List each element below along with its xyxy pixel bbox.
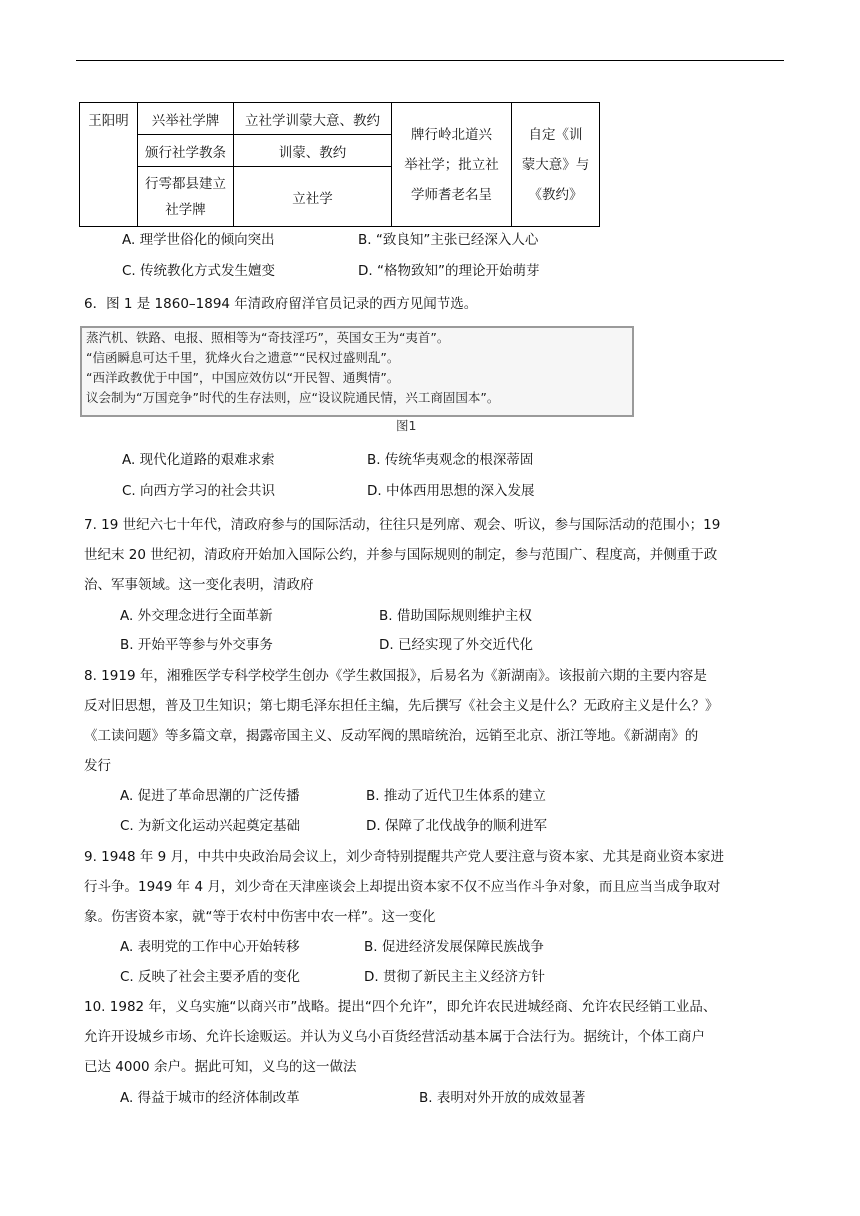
quote-line: 蒸汽机、铁路、电报、照相等为“奇技淫巧”，英国女王为“夷首”。 <box>86 330 450 345</box>
q9-option-a[interactable]: A. 表明党的工作中心开始转移 <box>120 939 300 955</box>
q8-option-b[interactable]: B. 推动了近代卫生体系的建立 <box>366 788 546 804</box>
q9-stem-line: 象。伤害资本家，就“等于农村中伤害中农一样”。这一变化 <box>84 909 436 925</box>
q9-option-d[interactable]: D. 贯彻了新民主主义经济方针 <box>364 969 545 985</box>
q10-stem-line: 10. 1982 年，义乌实施“以商兴市”战略。提出“四个允许”，即允许农民进城经商、允许农民经销工业品、 <box>84 999 717 1015</box>
q6-option-b[interactable]: B. 传统华夷观念的根深蒂固 <box>367 452 534 468</box>
q8-option-a[interactable]: A. 促进了革命思潮的广泛传播 <box>120 788 300 804</box>
q5-option-b[interactable]: B. “致良知”主张已经深入人心 <box>358 232 539 248</box>
table-cell: 立社学训蒙大意、教约 <box>234 103 392 135</box>
q7-stem-line: 7. 19 世纪六七十年代，清政府参与的国际活动，往往只是列席、观会、听议，参与国际活动的范围小；19 <box>84 517 721 533</box>
table-cell-works: 自定《训 蒙大意》与 《教约》 <box>512 103 600 227</box>
q9-stem-line: 9. 1948 年 9 月，中共中央政治局会议上，刘少奇特别提醒共产党人要注意与资本家、尤其是商业资本家进 <box>84 849 724 865</box>
q10-stem-line: 允许开设城乡市场、允许长途贩运。并认为义乌小百货经营活动基本属于合法行为。据统计，个体工商户 <box>84 1029 705 1045</box>
figure-caption: 图1 <box>396 418 417 433</box>
q7-option-c[interactable]: B. 开始平等参与外交事务 <box>120 637 273 653</box>
q5-option-c[interactable]: C. 传统教化方式发生嬗变 <box>122 263 276 279</box>
q8-stem-line: 反对旧思想，普及卫生知识；第七期毛泽东担任主编，先后撰写《社会主义是什么？无政府主义是什么？》 <box>84 698 719 714</box>
q8-stem-line: 发行 <box>84 758 111 774</box>
q7-stem-line: 世纪末 20 世纪初，清政府开始加入国际公约，并参与国际规则的制定，参与范围广、程度高，并侧重于政 <box>84 547 718 563</box>
q5-option-a[interactable]: A. 理学世俗化的倾向突出 <box>122 232 275 248</box>
table-cell-measures: 牌行岭北道兴 举社学；批立社 学师耆老名呈 <box>392 103 512 227</box>
q7-stem-line: 治、军事领域。这一变化表明，清政府 <box>84 577 314 593</box>
q10-stem-line: 已达 4000 余户。据此可知，义乌的这一做法 <box>84 1059 357 1075</box>
q7-option-d[interactable]: D. 已经实现了外交近代化 <box>379 637 533 653</box>
q9-stem-line: 行斗争。1949 年 4 月，刘少奇在天津座谈会上却提出资本家不仅不应当作斗争对象，而且应当当成争取对 <box>84 879 721 895</box>
q8-stem-line: 《工读问题》等多篇文章，揭露帝国主义、反动军阀的黑暗统治，远销至北京、浙江等地。《新湖南》的 <box>84 728 699 744</box>
q6-option-d[interactable]: D. 中体西用思想的深入发展 <box>367 483 535 499</box>
q10-option-b[interactable]: B. 表明对外开放的成效显著 <box>419 1090 586 1106</box>
header-rule <box>76 60 784 61</box>
q8-option-d[interactable]: D. 保障了北伐战争的顺利进军 <box>366 818 547 834</box>
table-cell: 颁行社学教条 <box>138 135 234 167</box>
q7-option-b[interactable]: B. 借助国际规则维护主权 <box>379 608 532 624</box>
q6-option-a[interactable]: A. 现代化道路的艰难求索 <box>122 452 275 468</box>
q10-option-a[interactable]: A. 得益于城市的经济体制改革 <box>120 1090 300 1106</box>
q7-option-a[interactable]: A. 外交理念进行全面革新 <box>120 608 273 624</box>
table-cell-person: 王阳明 <box>80 103 138 227</box>
quote-line: “西洋政教优于中国”，中国应效仿以“开民智、通舆情”。 <box>86 370 400 385</box>
table-cell: 训蒙、教约 <box>234 135 392 167</box>
q8-option-c[interactable]: C. 为新文化运动兴起奠定基础 <box>120 818 301 834</box>
table-cell: 兴举社学牌 <box>138 103 234 135</box>
q9-option-c[interactable]: C. 反映了社会主要矛盾的变化 <box>120 969 301 985</box>
q9-option-b[interactable]: B. 促进经济发展保障民族战争 <box>364 939 544 955</box>
q5-option-d[interactable]: D. “格物致知”的理论开始萌芽 <box>358 263 540 279</box>
q6-option-c[interactable]: C. 向西方学习的社会共识 <box>122 483 276 499</box>
q8-stem-line: 8. 1919 年，湘雅医学专科学校学生创办《学生救国报》，后易名为《新湖南》。该报前六期的主要内容是 <box>84 668 707 684</box>
wang-yangming-table <box>79 102 600 227</box>
table-cell: 行雩都县建立 社学牌 <box>138 167 234 227</box>
figure-1-quote-box <box>80 326 634 417</box>
table-cell: 立社学 <box>234 167 392 227</box>
quote-line: 议会制为“万国竞争”时代的生存法则，应“设议院通民情，兴工商固国本”。 <box>86 390 500 405</box>
q6-stem: 6．图 1 是 1860–1894 年清政府留洋官员记录的西方见闻节选。 <box>84 296 478 312</box>
quote-line: “信函瞬息可达千里，犹烽火台之遗意”“民权过盛则乱”。 <box>86 350 400 365</box>
